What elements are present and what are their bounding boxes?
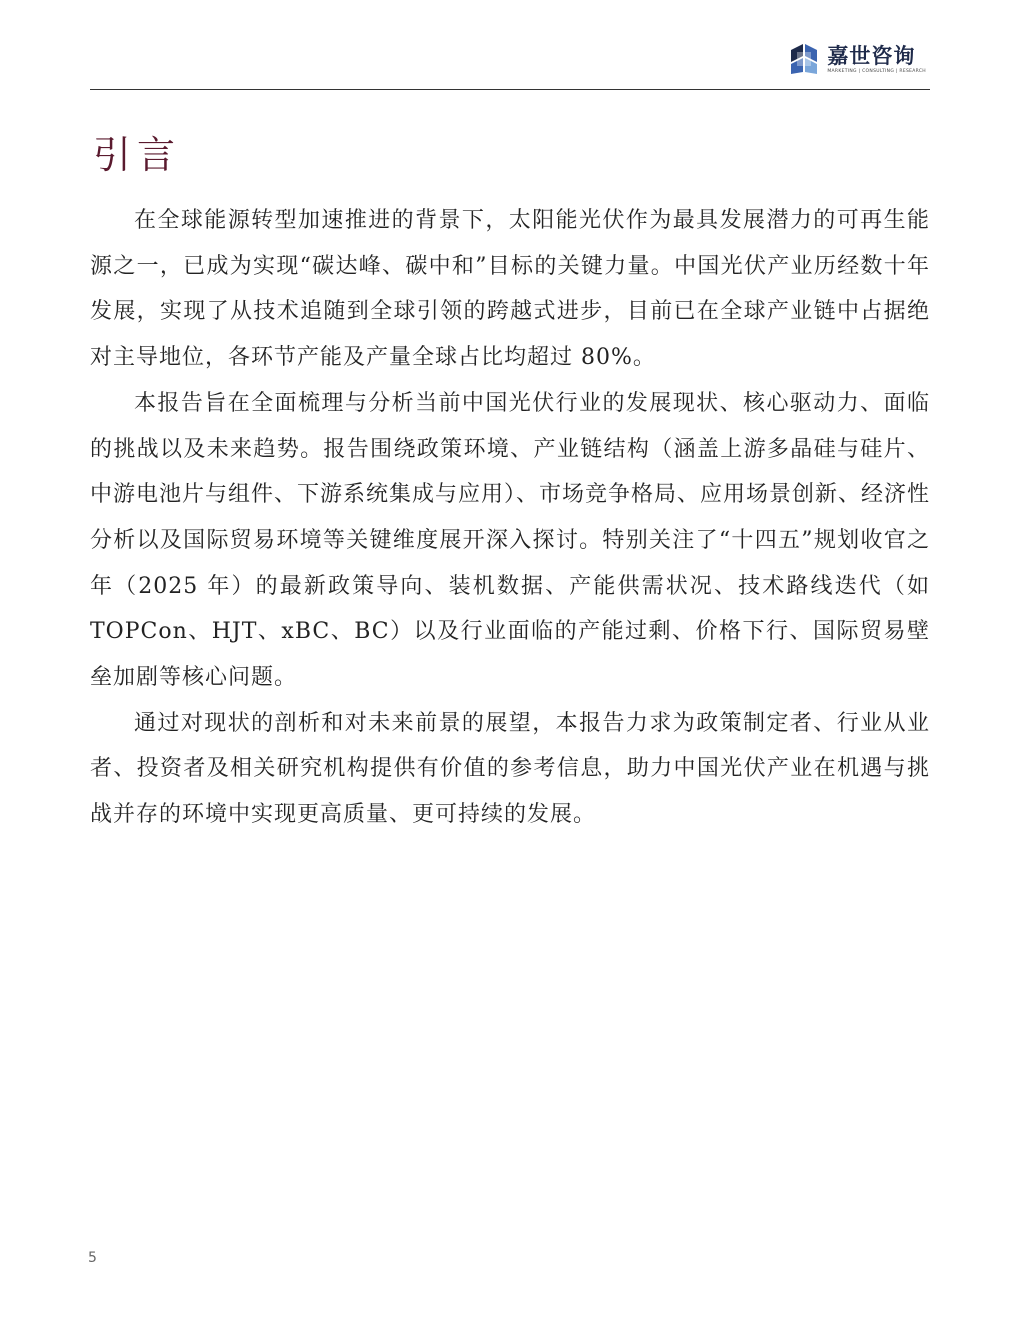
company-logo <box>787 42 926 76</box>
paragraph-1: 在全球能源转型加速推进的背景下，太阳能光伏作为最具发展潜力的可再生能源之一，已成为实现“碳达峰、碳中和”目标的关键力量。中国光伏产业历经数十年发展，实现了从技术追随到全球引领的跨越式进步，目前已在全球产业链中占据绝对主导地位，各环节产能及产量全球占比均超过 80%。 <box>90 208 930 371</box>
company-tagline: MARKETING | CONSULTING | RESEARCH <box>827 68 926 74</box>
paragraph-3: 通过对现状的剖析和对未来前景的展望，本报告力求为政策制定者、行业从业者、投资者及相关研究机构提供有价值的参考信息，助力中国光伏产业在机遇与挑战并存的环境中实现更高质量、更可持续的发展。 <box>90 710 930 828</box>
body-content <box>90 198 930 838</box>
company-name: 嘉世咨询 <box>827 43 916 68</box>
page-header <box>90 36 930 90</box>
section-title: 引言 <box>93 133 182 177</box>
company-logo-icon <box>787 42 821 76</box>
paragraph-2: 本报告旨在全面梳理与分析当前中国光伏行业的发展现状、核心驱动力、面临的挑战以及未来趋势。报告围绕政策环境、产业链结构（涵盖上游多晶硅与硅片、中游电池片与组件、下游系统集成与应用）、市场竞争格局、应用场景创新、经济性分析以及国际贸易环境等关键维度展开深入探讨。特别关注了“十四五”规划收官之年（2025 年）的最新政策导向、装机数据、产能供需状况、技术路线迭代（如 TOPCon、HJT、xBC、BC）以及行业面临的产能过剩、价格下行、国际贸易壁垒加剧等核心问题。 <box>90 390 931 691</box>
page-number: 5 <box>88 1250 97 1266</box>
header-divider <box>90 89 930 90</box>
